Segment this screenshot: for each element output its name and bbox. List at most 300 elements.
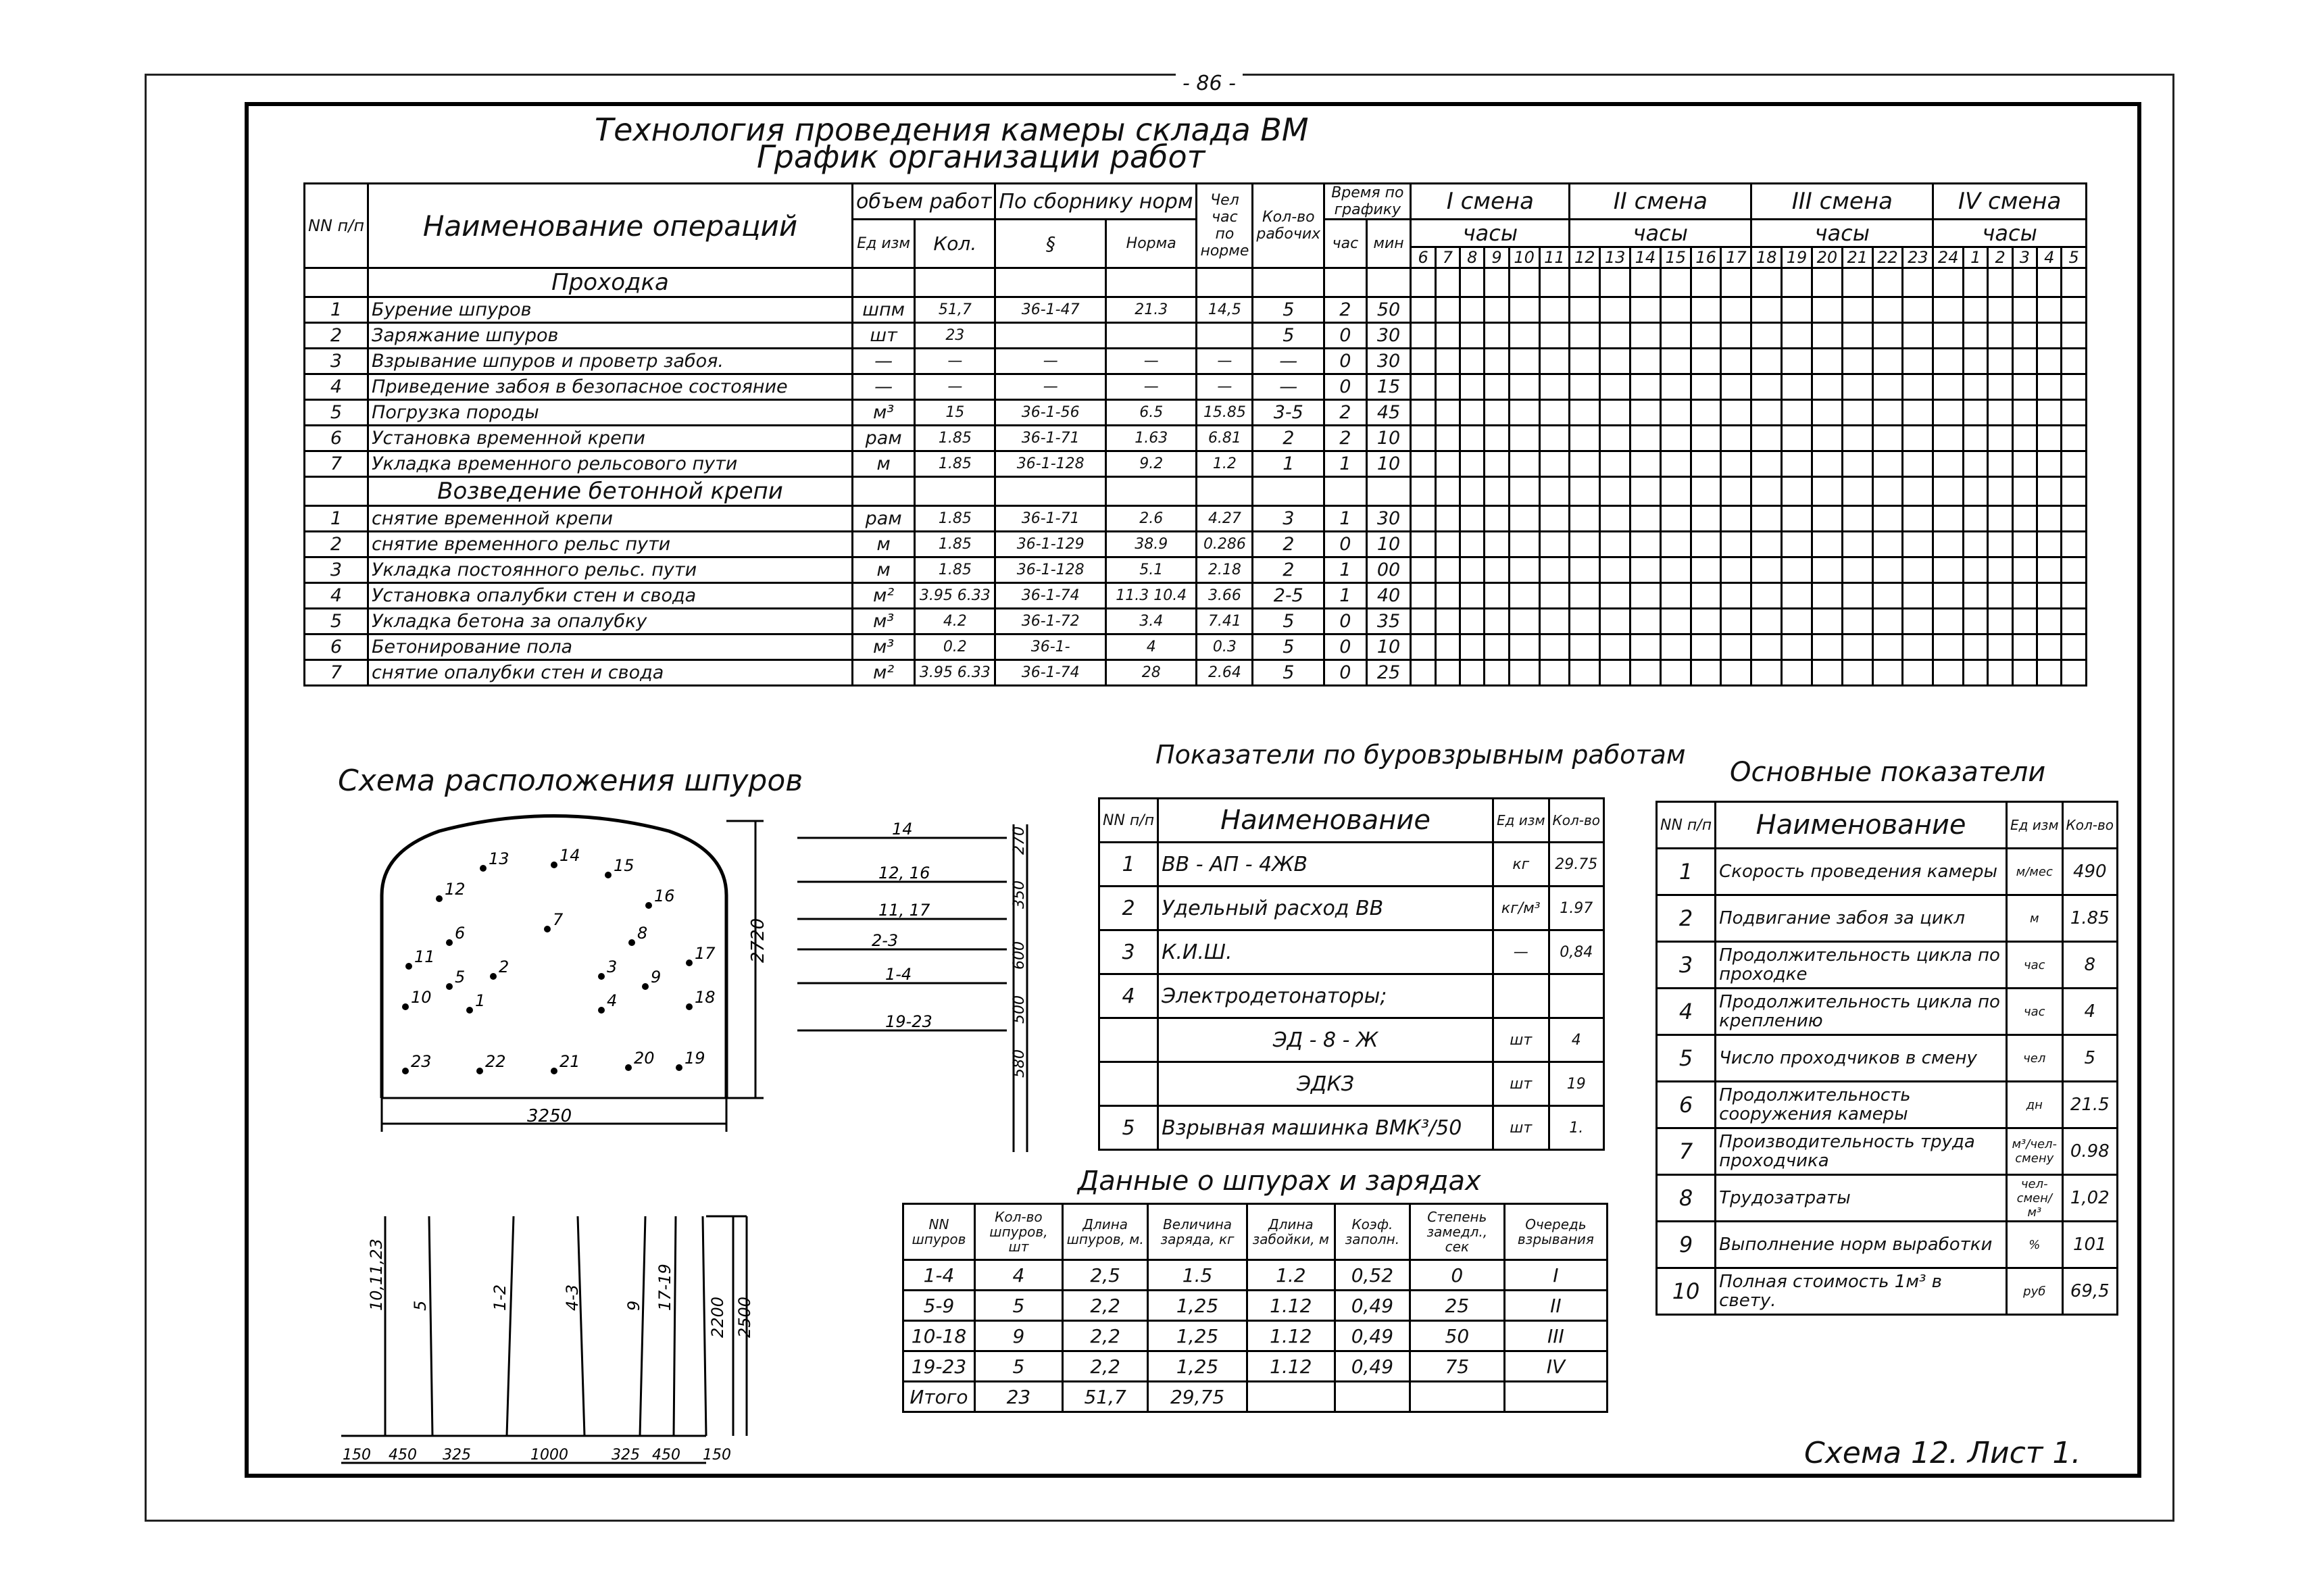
- main-value: 1.85: [2062, 895, 2117, 942]
- op-m: 10: [1366, 532, 1411, 557]
- hole-data-cell: [1410, 1382, 1504, 1412]
- gantt-cell: [1782, 532, 1812, 557]
- op-norm: 5.1: [1105, 557, 1197, 583]
- op-norm: —: [1105, 374, 1197, 400]
- operation-row: [305, 609, 2087, 634]
- blasting-name: Электродетонаторы;: [1158, 974, 1493, 1018]
- gantt-cell: [1812, 477, 1842, 506]
- operation-row: [305, 323, 2087, 349]
- gantt-cell: [1691, 557, 1721, 583]
- op-w: 5: [1253, 609, 1324, 634]
- op-ref: 36-1-74: [995, 660, 1106, 686]
- gantt-cell: [1691, 400, 1721, 426]
- hole-number: 21: [559, 1052, 580, 1071]
- gantt-cell: [1631, 426, 1661, 451]
- gantt-cell: [1631, 349, 1661, 374]
- gantt-cell: [1721, 374, 1751, 400]
- blasting-value: [1549, 974, 1603, 1018]
- hole-data-cell: 5: [974, 1291, 1062, 1321]
- gantt-cell: [1600, 583, 1631, 609]
- hole-group-label: 4-3: [563, 1284, 582, 1311]
- operation-row: [305, 426, 2087, 451]
- op-w: 2-5: [1253, 583, 1324, 609]
- gantt-cell: [2037, 451, 2062, 477]
- gantt-cell: [1842, 268, 1872, 297]
- main-unit: час: [2006, 942, 2062, 989]
- op-qty: 1.85: [915, 451, 995, 477]
- gantt-cell: [1751, 477, 1782, 506]
- drill-hole-marker: [551, 1068, 557, 1074]
- op-unit: м²: [853, 660, 915, 686]
- drill-hole-marker: [686, 1003, 693, 1010]
- op-ph: 3.66: [1197, 583, 1253, 609]
- hole-group-label: 17-19: [655, 1264, 674, 1311]
- hole-number: 23: [411, 1052, 432, 1071]
- hole-data-cell: 0,49: [1335, 1291, 1410, 1321]
- gantt-cell: [2062, 609, 2087, 634]
- hole-data-cell: 5: [974, 1351, 1062, 1382]
- hole-data-cell: 23: [974, 1382, 1062, 1412]
- hole-number: 13: [489, 849, 509, 868]
- main-value: 5: [2062, 1035, 2117, 1082]
- op-w: 2: [1253, 557, 1324, 583]
- op-n: 6: [305, 426, 368, 451]
- gantt-cell: [1460, 557, 1485, 583]
- empty-cell: [995, 477, 1106, 506]
- hole-scheme-title: Схема расположения шпуров: [338, 764, 803, 798]
- main-unit: руб: [2006, 1268, 2062, 1315]
- op-unit: м: [853, 451, 915, 477]
- hole-number: 9: [651, 968, 662, 987]
- gantt-cell: [1964, 634, 1988, 660]
- side-dim: 350: [1011, 880, 1028, 909]
- gantt-cell: [1812, 349, 1842, 374]
- op-norm: [1105, 323, 1197, 349]
- op-w: 2: [1253, 532, 1324, 557]
- op-name: Укладка бетона за опалубку: [368, 609, 853, 634]
- gantt-cell: [1872, 323, 1903, 349]
- gantt-cell: [1411, 660, 1435, 686]
- hole-data-row: [903, 1351, 1608, 1382]
- op-h: 0: [1324, 349, 1366, 374]
- gantt-cell: [1509, 557, 1539, 583]
- gantt-cell: [1721, 660, 1751, 686]
- hole-data-cell: 1,25: [1148, 1321, 1247, 1351]
- gantt-cell: [1691, 426, 1721, 451]
- gantt-cell: [1460, 609, 1485, 634]
- op-unit: —: [853, 374, 915, 400]
- gantt-cell: [1964, 349, 1988, 374]
- blasting-name: ЭДКЗ: [1158, 1062, 1493, 1106]
- gantt-cell: [2012, 532, 2037, 557]
- blasting-unit: —: [1493, 930, 1549, 974]
- gantt-cell: [1812, 374, 1842, 400]
- hour-cell: 21: [1842, 247, 1872, 268]
- gantt-cell: [2062, 451, 2087, 477]
- gantt-cell: [1411, 609, 1435, 634]
- hour-cell: 14: [1631, 247, 1661, 268]
- op-h: 0: [1324, 660, 1366, 686]
- hole-col-header: Степень замедл., сек: [1410, 1204, 1504, 1260]
- op-h: 1: [1324, 506, 1366, 532]
- gantt-cell: [1988, 609, 2012, 634]
- gantt-cell: [1631, 557, 1661, 583]
- hole-data-cell: 1.2: [1247, 1260, 1335, 1291]
- op-unit: рам: [853, 506, 915, 532]
- op-w: 3-5: [1253, 400, 1324, 426]
- gantt-cell: [2062, 583, 2087, 609]
- op-n: 7: [305, 451, 368, 477]
- gantt-cell: [2012, 660, 2037, 686]
- gantt-cell: [2062, 268, 2087, 297]
- gantt-cell: [1631, 268, 1661, 297]
- blasting-title: Показатели по буровзрывным работам: [1155, 740, 1686, 770]
- blasting-name: ЭД - 8 - Ж: [1158, 1018, 1493, 1062]
- hole-data-cell: IV: [1504, 1351, 1607, 1382]
- op-qty: 1.85: [915, 506, 995, 532]
- gantt-cell: [1600, 349, 1631, 374]
- gantt-cell: [1539, 268, 1570, 297]
- gantt-cell: [1631, 323, 1661, 349]
- gantt-cell: [1435, 426, 1460, 451]
- main-unit: дн: [2006, 1082, 2062, 1128]
- op-name: Укладка постоянного рельс. пути: [368, 557, 853, 583]
- gantt-cell: [1812, 297, 1842, 323]
- gantt-cell: [1600, 477, 1631, 506]
- gantt-cell: [1751, 297, 1782, 323]
- gantt-cell: [1691, 634, 1721, 660]
- main-indicator-row: [1657, 1222, 2118, 1268]
- main-unit: м³/чел-смену: [2006, 1128, 2062, 1175]
- main-indicator-row: [1657, 989, 2118, 1035]
- gantt-cell: [1842, 349, 1872, 374]
- gantt-cell: [1721, 268, 1751, 297]
- blasting-name: К.И.Ш.: [1158, 930, 1493, 974]
- hour-cell: 10: [1509, 247, 1539, 268]
- op-qty: 51,7: [915, 297, 995, 323]
- gantt-cell: [1509, 268, 1539, 297]
- gantt-cell: [1460, 268, 1485, 297]
- gantt-cell: [1842, 400, 1872, 426]
- hour-cell: 12: [1570, 247, 1600, 268]
- gantt-cell: [1600, 609, 1631, 634]
- drill-hole-marker: [628, 939, 635, 946]
- gantt-cell: [1411, 297, 1435, 323]
- empty-cell: [1197, 268, 1253, 297]
- gantt-cell: [2037, 349, 2062, 374]
- gantt-cell: [1964, 583, 1988, 609]
- gantt-cell: [2037, 400, 2062, 426]
- hour-cell: 7: [1435, 247, 1460, 268]
- gantt-cell: [1782, 426, 1812, 451]
- gantt-cell: [1460, 400, 1485, 426]
- gantt-cell: [1509, 323, 1539, 349]
- gantt-cell: [1812, 451, 1842, 477]
- blasting-unit: кг: [1493, 843, 1549, 887]
- gantt-cell: [1903, 557, 1933, 583]
- hole-number: 10: [411, 988, 432, 1007]
- hole-data-row: [903, 1291, 1608, 1321]
- main-name: Число проходчиков в смену: [1716, 1035, 2007, 1082]
- op-ph: —: [1197, 349, 1253, 374]
- op-norm: 3.4: [1105, 609, 1197, 634]
- gantt-cell: [1691, 297, 1721, 323]
- drill-hole-marker: [544, 926, 551, 932]
- gantt-cell: [1842, 532, 1872, 557]
- hour-cell: 19: [1782, 247, 1812, 268]
- col-hours: час: [1324, 220, 1366, 268]
- gantt-cell: [1509, 426, 1539, 451]
- op-name: Установка опалубки стен и свода: [368, 583, 853, 609]
- gantt-cell: [1509, 297, 1539, 323]
- gantt-cell: [2012, 477, 2037, 506]
- blasting-value: 29.75: [1549, 843, 1603, 887]
- main-num: 5: [1657, 1035, 1716, 1082]
- gantt-cell: [1842, 634, 1872, 660]
- gantt-cell: [1485, 660, 1509, 686]
- gantt-cell: [1691, 451, 1721, 477]
- drill-hole-marker: [480, 865, 487, 872]
- gantt-cell: [1411, 400, 1435, 426]
- gantt-cell: [1872, 400, 1903, 426]
- gantt-cell: [1485, 609, 1509, 634]
- gantt-cell: [1435, 609, 1460, 634]
- main-indicator-row: [1657, 942, 2118, 989]
- col-volume: объем работ: [853, 184, 995, 220]
- gantt-cell: [1539, 426, 1570, 451]
- shift-3-name: III смена: [1751, 184, 1933, 220]
- gantt-cell: [1933, 557, 1964, 583]
- gantt-cell: [1539, 477, 1570, 506]
- hole-number: 6: [455, 924, 466, 943]
- op-w: 3: [1253, 506, 1324, 532]
- gantt-cell: [1660, 297, 1691, 323]
- gantt-cell: [1631, 634, 1661, 660]
- op-ref: 36-1-74: [995, 583, 1106, 609]
- drill-hole-marker: [686, 959, 693, 966]
- empty-cell: [1366, 268, 1411, 297]
- hole-data-row: [903, 1321, 1608, 1351]
- hole-data-table: [902, 1203, 1608, 1413]
- hole-number: 4: [607, 991, 618, 1010]
- op-qty: 0.2: [915, 634, 995, 660]
- gantt-cell: [1964, 400, 1988, 426]
- gantt-cell: [1485, 400, 1509, 426]
- hole-col-header: Длина забойки, м: [1247, 1204, 1335, 1260]
- hole-data-cell: 51,7: [1062, 1382, 1147, 1412]
- op-m: 30: [1366, 323, 1411, 349]
- hole-data-cell: 9: [974, 1321, 1062, 1351]
- gantt-cell: [1903, 297, 1933, 323]
- gantt-cell: [2062, 506, 2087, 532]
- col-norms: По сборнику норм: [995, 184, 1197, 220]
- empty-cell: [1324, 268, 1366, 297]
- operation-row: [305, 400, 2087, 426]
- op-m: 30: [1366, 349, 1411, 374]
- op-n: 5: [305, 400, 368, 426]
- main-col-name: Наименование: [1716, 802, 2007, 849]
- gantt-cell: [1485, 268, 1509, 297]
- gantt-cell: [1460, 532, 1485, 557]
- gantt-cell: [1903, 268, 1933, 297]
- gantt-cell: [1964, 660, 1988, 686]
- gantt-cell: [1539, 609, 1570, 634]
- hole-data-cell: 1.5: [1148, 1260, 1247, 1291]
- gantt-cell: [1751, 660, 1782, 686]
- main-value: 101: [2062, 1222, 2117, 1268]
- main-name: Продолжительность цикла по креплению: [1716, 989, 2007, 1035]
- gantt-cell: [1509, 349, 1539, 374]
- gantt-cell: [1964, 268, 1988, 297]
- op-norm: 2.6: [1105, 506, 1197, 532]
- hour-cell: 18: [1751, 247, 1782, 268]
- hour-cell: 5: [2062, 247, 2087, 268]
- gantt-cell: [1751, 268, 1782, 297]
- gantt-cell: [1721, 323, 1751, 349]
- hole-data-cell: 2,2: [1062, 1321, 1147, 1351]
- side-dim: 270: [1011, 826, 1028, 855]
- drill-hole-marker: [446, 983, 453, 990]
- op-h: 0: [1324, 634, 1366, 660]
- gantt-cell: [1660, 323, 1691, 349]
- main-name: Полная стоимость 1м³ в свету.: [1716, 1268, 2007, 1315]
- hour-cell: 15: [1660, 247, 1691, 268]
- gantt-cell: [1600, 297, 1631, 323]
- op-h: 0: [1324, 323, 1366, 349]
- gantt-cell: [1539, 506, 1570, 532]
- hole-data-cell: 19-23: [903, 1351, 975, 1382]
- gantt-cell: [1600, 374, 1631, 400]
- col-workers: Кол-во рабочих: [1253, 184, 1324, 268]
- gantt-cell: [1570, 349, 1600, 374]
- main-name: Продолжительность сооружения камеры: [1716, 1082, 2007, 1128]
- op-name: снятие опалубки стен и свода: [368, 660, 853, 686]
- main-value: 69,5: [2062, 1268, 2117, 1315]
- gantt-cell: [1782, 660, 1812, 686]
- main-name: Подвигание забоя за цикл: [1716, 895, 2007, 942]
- gantt-cell: [1782, 506, 1812, 532]
- gantt-cell: [1872, 660, 1903, 686]
- gantt-cell: [1570, 583, 1600, 609]
- hour-cell: 24: [1933, 247, 1964, 268]
- bottom-dim: 1000: [530, 1447, 568, 1464]
- gantt-cell: [1509, 400, 1539, 426]
- gantt-cell: [2012, 583, 2037, 609]
- op-norm: 9.2: [1105, 451, 1197, 477]
- blasting-unit: [1493, 974, 1549, 1018]
- gantt-cell: [1509, 660, 1539, 686]
- gantt-cell: [1812, 609, 1842, 634]
- hole-number: 2: [499, 957, 509, 976]
- op-ph: 0.3: [1197, 634, 1253, 660]
- section-drawing: [328, 1176, 760, 1487]
- gantt-cell: [1485, 557, 1509, 583]
- gantt-cell: [1842, 609, 1872, 634]
- op-m: 30: [1366, 506, 1411, 532]
- gantt-cell: [1600, 634, 1631, 660]
- gantt-cell: [1872, 583, 1903, 609]
- gantt-cell: [1751, 609, 1782, 634]
- gantt-cell: [1782, 557, 1812, 583]
- main-num: 7: [1657, 1128, 1716, 1175]
- op-unit: м³: [853, 634, 915, 660]
- gantt-cell: [1988, 634, 2012, 660]
- operation-row: [305, 349, 2087, 374]
- drill-hole-marker: [642, 983, 649, 990]
- main-indicators-table: [1656, 801, 2118, 1316]
- gantt-cell: [2037, 506, 2062, 532]
- bottom-dim: 150: [703, 1447, 731, 1464]
- gantt-cell: [1903, 583, 1933, 609]
- gantt-cell: [1903, 374, 1933, 400]
- gantt-cell: [1988, 400, 2012, 426]
- gantt-cell: [1812, 426, 1842, 451]
- hole-data-cell: 1-4: [903, 1260, 975, 1291]
- main-indicator-row: [1657, 1082, 2118, 1128]
- gantt-cell: [1691, 609, 1721, 634]
- op-w: 2: [1253, 426, 1324, 451]
- gantt-cell: [1964, 426, 1988, 451]
- gantt-cell: [1411, 557, 1435, 583]
- gantt-cell: [1721, 400, 1751, 426]
- gantt-cell: [1782, 297, 1812, 323]
- gantt-cell: [1600, 400, 1631, 426]
- gantt-cell: [2037, 557, 2062, 583]
- main-indicator-row: [1657, 1128, 2118, 1175]
- drill-hole-marker: [402, 1003, 409, 1010]
- op-unit: шпм: [853, 297, 915, 323]
- hour-cell: 16: [1691, 247, 1721, 268]
- op-h: 2: [1324, 426, 1366, 451]
- section-num-cell: [305, 268, 368, 297]
- gantt-cell: [1660, 268, 1691, 297]
- op-norm: —: [1105, 349, 1197, 374]
- blasting-row: [1099, 1062, 1604, 1106]
- hole-number: 5: [455, 968, 466, 987]
- gantt-cell: [1570, 297, 1600, 323]
- gantt-cell: [2012, 634, 2037, 660]
- blasting-row: [1099, 974, 1604, 1018]
- gantt-cell: [1411, 451, 1435, 477]
- gantt-cell: [1435, 297, 1460, 323]
- operation-row: [305, 660, 2087, 686]
- gantt-cell: [1485, 583, 1509, 609]
- gantt-cell: [1842, 477, 1872, 506]
- gantt-cell: [1933, 400, 1964, 426]
- gantt-cell: [2037, 477, 2062, 506]
- empty-cell: [1253, 477, 1324, 506]
- op-h: 2: [1324, 400, 1366, 426]
- gantt-cell: [1411, 634, 1435, 660]
- gantt-cell: [1964, 477, 1988, 506]
- gantt-cell: [1631, 451, 1661, 477]
- hour-cell: 8: [1460, 247, 1485, 268]
- gantt-cell: [1435, 506, 1460, 532]
- op-unit: м: [853, 557, 915, 583]
- gantt-cell: [1933, 532, 1964, 557]
- gantt-cell: [1903, 532, 1933, 557]
- gantt-cell: [1631, 660, 1661, 686]
- gantt-cell: [1660, 477, 1691, 506]
- drill-hole-marker: [436, 895, 443, 902]
- shift-4-hours-label: часы: [1933, 220, 2087, 247]
- gantt-cell: [1631, 374, 1661, 400]
- main-value: 8: [2062, 942, 2117, 989]
- gantt-cell: [2012, 400, 2037, 426]
- gantt-cell: [1872, 451, 1903, 477]
- depth-label: 11, 17: [878, 901, 930, 920]
- hole-data-cell: I: [1504, 1260, 1607, 1291]
